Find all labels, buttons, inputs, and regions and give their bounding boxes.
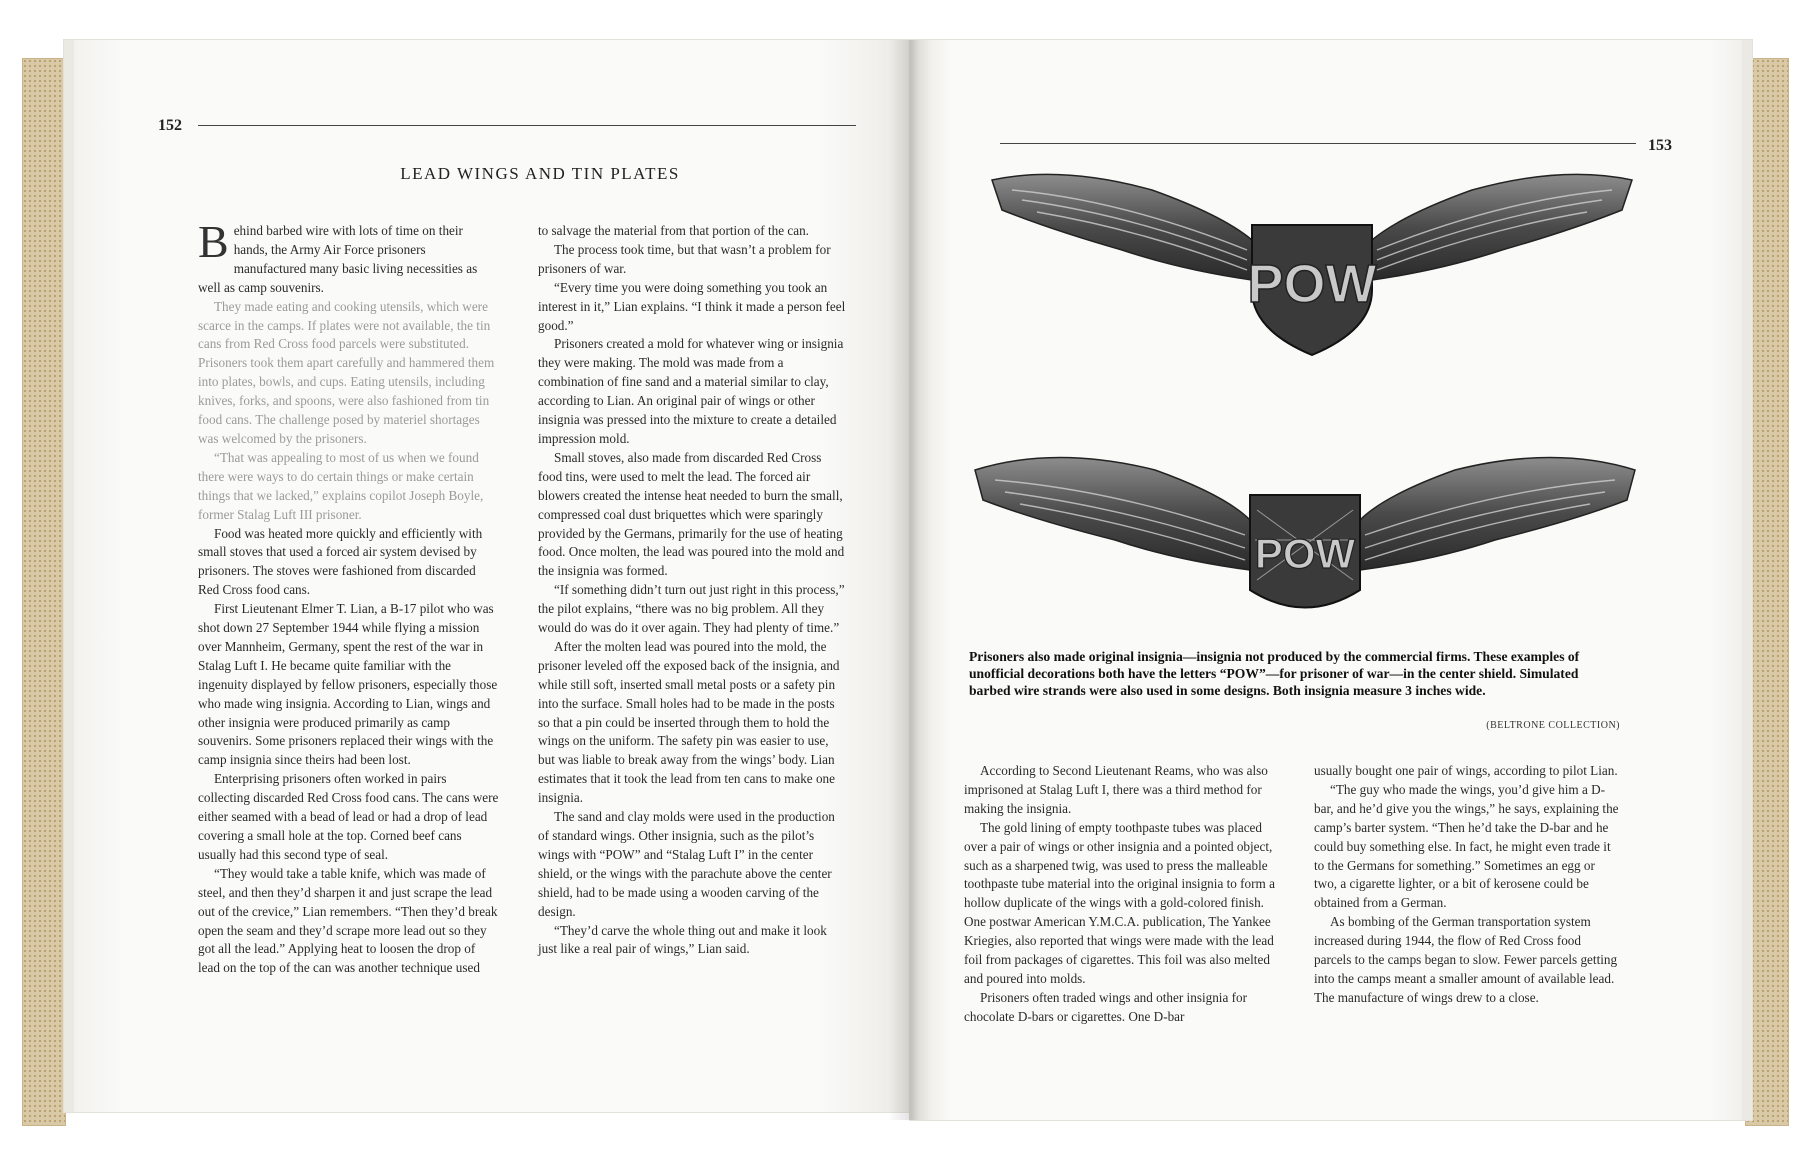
right-column-2 xyxy=(1314,762,1620,1008)
paragraph: After the molten lead was poured into the mold, the prisoner leveled off the exposed back of the insignia, and while still soft, inserted small metal posts or a safety pin into the surface. Small holes had to be made in the posts so that a pin could be inserted through them to hold the wings on the uniform. The safety pin was easier to use, but was liable to break away from the wings’ body. Lian estimates that it took the lead from ten cans to make one insignia. xyxy=(538,638,840,806)
paragraph: Behind barbed wire with lots of time on their hands, the Army Air Force prisoners manufactured many basic living necessities as well as camp souvenirs. xyxy=(198,216,478,295)
paragraph: “The guy who made the wings, you’d give him a D-bar, and he’d give you the wings,” he says, explaining the camp’s barter system. “Then he’d take the D-bar and he could buy something else. In fact, he might even trade it to the Germans for something.” Sometimes an egg or two, a cigarette lighter, or a bit of kerosene could be obtained from a German. xyxy=(1314,781,1619,911)
paragraph: Food was heated more quickly and efficiently with small stoves that used a forced air system devised by prisoners. The stoves were fashioned from discarded Red Cross food cans. xyxy=(198,525,483,598)
header-rule-right xyxy=(1000,143,1636,144)
paragraph: “They’d carve the whole thing out and make it look just like a real pair of wings,” Lian said. xyxy=(538,922,827,957)
insignia-bottom-lettering: POW xyxy=(1254,530,1356,577)
figure-caption: Prisoners also made original insignia—insignia not produced by the commercial firms. These examples of unofficial decorations both have the letters “POW”—for prisoner of war—in the center shield. Simulated barbed wire strands were also used in some designs. Both insignia measure 3 inches wide. xyxy=(969,649,1580,698)
paragraph: The gold lining of empty toothpaste tubes was placed over a pair of wings or other insignia and a pointed object, such as a sharpened twig, was used to press the malleable toothpaste tube material into the original insignia to form a hollow duplicate of the wings with a gold-colored finish. One postwar American Y.M.C.A. publication, The Yankee Kriegies, also reported that wings were made with the lead foil from packages of cigarettes. This foil was also melted and poured into molds. xyxy=(964,819,1275,986)
paragraph: “Every time you were doing something you took an interest in it,” Lian explains. “I think it made a person feel good.” xyxy=(538,279,846,333)
pow-wings-insignia-bottom xyxy=(965,440,1645,640)
insignia-top-lettering: POW xyxy=(1247,254,1377,314)
paragraph: “That was appealing to most of us when we found there were ways to do certain things or make certain things that we lacked,” explains copilot Joseph Boyle, former Stalag Luft III prisoner. xyxy=(198,449,484,522)
drop-cap: B xyxy=(198,216,229,267)
book-spine xyxy=(888,40,932,1120)
paragraph: They made eating and cooking utensils, which were scarce in the camps. If plates were not available, the tin cans from Red Cross food parcels were substituted. Prisoners took them apart carefully and hammered them into plates, bowls, and cups. Eating utensils, including knives, forks, and spoons, were also fashioned from tin food cans. The challenge posed by materiel shortages was welcomed by the prisoners. xyxy=(198,298,495,446)
paragraph: “If something didn’t turn out just right in this process,” the pilot explains, “there was no big problem. All they would do was do it over again. They had plenty of time.” xyxy=(538,582,845,636)
left-column-1 xyxy=(198,216,500,978)
paragraph: Prisoners created a mold for whatever wing or insignia they were making. The mold was made from a combination of fine sand and a material similar to clay, according to Lian. An original pair of wings or other insignia was pressed into the mixture to create a detailed impression mold. xyxy=(538,336,844,446)
left-column-2 xyxy=(538,222,848,959)
right-column-1 xyxy=(964,762,1276,1027)
paragraph: The sand and clay molds were used in the production of standard wings. Other insignia, such as the pilot’s wings with “POW” and “Stalag Luft I” in the center shield, or the wings with the parachute above the center shield, had to be made using a wooden carving of the design. xyxy=(538,809,835,919)
paragraph: First Lieutenant Elmer T. Lian, a B-17 pilot who was shot down 27 September 1944 while flying a mission over Mannheim, Germany, spent the rest of the war in Stalag Luft I. He became quite familiar with the ingenuity displayed by fellow prisoners, especially those who made wing insignia. According to Lian, wings and other insignia were produced primarily as camp souvenirs. Some prisoners replaced their wings with the camp insignia since theirs had been lost. xyxy=(198,601,498,768)
paragraph: As bombing of the German transportation system increased during 1944, the flow of Red Cross food parcels to the camps began to slow. Fewer parcels getting into the camps meant a smaller amount of available lead. The manufacture of wings drew to a close. xyxy=(1314,914,1618,1005)
chapter-title: LEAD WINGS AND TIN PLATES xyxy=(400,164,680,183)
page-number-left: 152 xyxy=(158,117,182,134)
paragraph: Prisoners often traded wings and other insignia for chocolate D-bars or cigarettes. One D-bar xyxy=(964,989,1247,1024)
paragraph: Small stoves, also made from discarded Red Cross food tins, were used to melt the lead. The forced air blowers created the intense heat needed to burn the small, compressed coal dust briquettes which were sparingly provided by the Germans, primarily for the use of heating food. Once molten, the lead was poured into the mold and the insignia was formed. xyxy=(538,449,845,579)
paragraph: According to Second Lieutenant Reams, who was also imprisoned at Stalag Luft I, there was a third method for making the insignia. xyxy=(964,763,1268,816)
book-cover-edge-left xyxy=(22,58,66,1126)
header-rule-left xyxy=(198,125,856,126)
pow-wings-insignia-top xyxy=(982,160,1642,360)
paragraph: The process took time, but that wasn’t a problem for prisoners of war. xyxy=(538,241,831,276)
paragraph: usually bought one pair of wings, according to pilot Lian. xyxy=(1314,763,1618,778)
page-number-right: 153 xyxy=(1648,137,1672,154)
paragraph: to salvage the material from that portion of the can. xyxy=(538,223,809,238)
paragraph: Enterprising prisoners often worked in pairs collecting discarded Red Cross food cans. The cans were either seamed with a bead of lead or had a drop of lead covering a small hole at the top. Corned beef cans usually had this second type of seal. xyxy=(198,771,499,862)
paragraph: “They would take a table knife, which was made of steel, and then they’d sharpen it and just scrape the lead out of the crevice,” Lian remembers. “Then they’d break open the seam and they’d scrape more lead out so they got all the lead.” Applying heat to loosen the drop of lead on the top of the can was another technique used xyxy=(198,865,498,976)
photo-credit: (BELTRONE COLLECTION) xyxy=(1486,720,1620,731)
